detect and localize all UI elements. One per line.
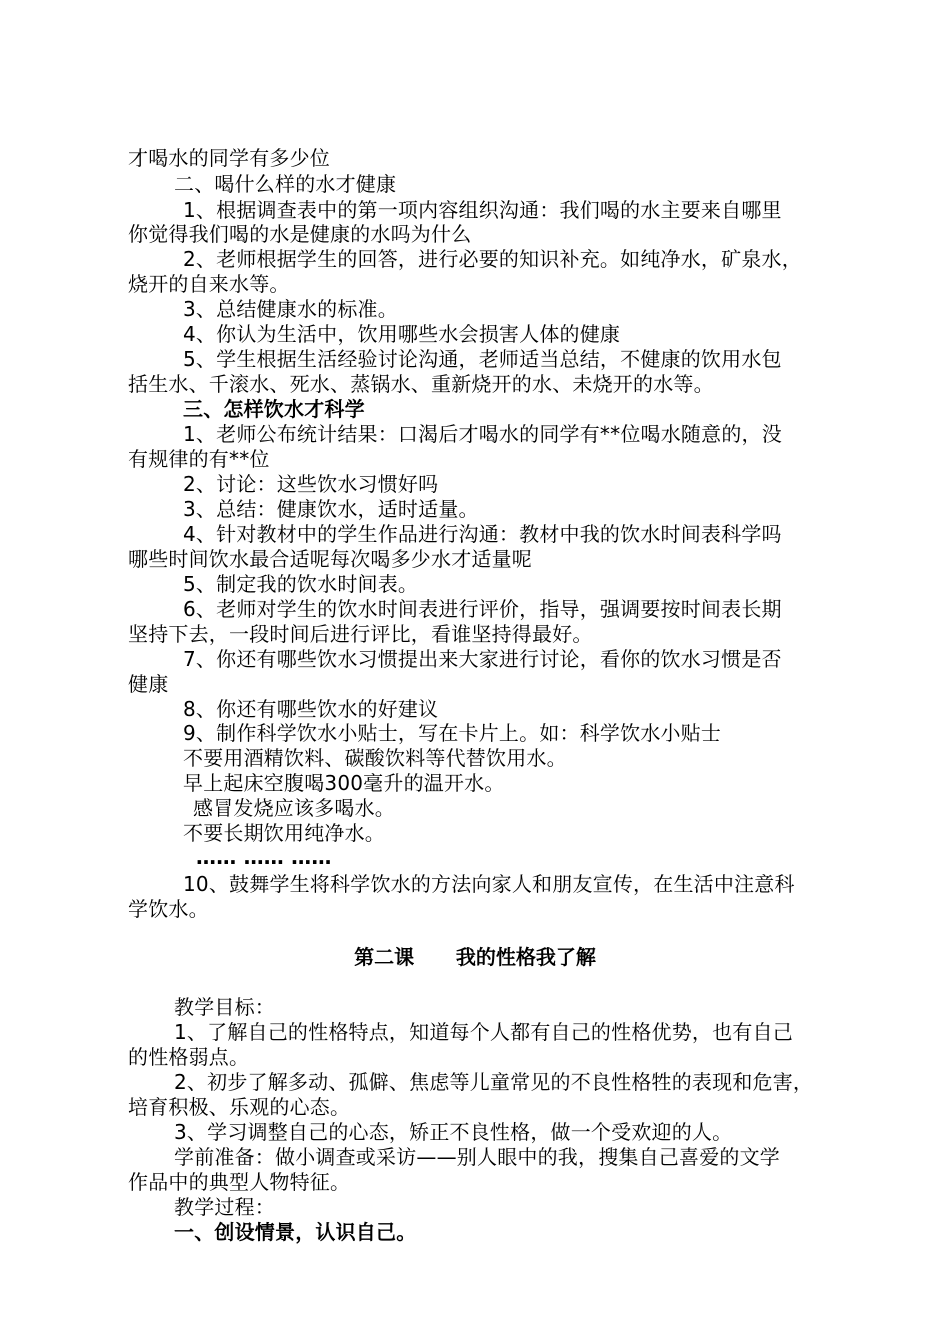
text-line: 你觉得我们喝的水是健康的水吗为什么	[128, 222, 472, 246]
text-line: 5、制定我的饮水时间表。	[183, 572, 419, 596]
text-line: 的性格弱点。	[128, 1045, 250, 1069]
text-line: 4、针对教材中的学生作品进行沟通：教材中我的饮水时间表科学吗	[183, 522, 782, 546]
text-line: 3、总结：健康饮水，适时适量。	[183, 497, 479, 521]
text-line: 哪些时间饮水最合适呢每次喝多少水才适量呢	[128, 547, 532, 571]
tip-line: 不要用酒精饮料、碳酸饮料等代替饮用水。	[183, 746, 567, 770]
text-line: 2、初步了解多动、孤僻、焦虑等儿童常见的不良性格牲的表现和危害，	[174, 1070, 814, 1094]
text-line: 1、根据调查表中的第一项内容组织沟通：我们喝的水主要来自哪里	[183, 198, 782, 222]
text-line: 教学目标：	[174, 995, 275, 1019]
text-line: 9、制作科学饮水小贴士，写在卡片上。如：科学饮水小贴士	[183, 721, 722, 745]
text-line: 5、学生根据生活经验讨论沟通，老师适当总结，不健康的饮用水包	[183, 347, 782, 371]
text-line: 3、总结健康水的标准。	[183, 297, 398, 321]
text-line: 教学过程：	[174, 1195, 275, 1219]
tip-line: 不要长期饮用纯净水。	[183, 821, 385, 845]
text-line: 1、老师公布统计结果：口渴后才喝水的同学有**位喝水随意的，没	[183, 422, 782, 446]
section-heading: 一、创设情景，认识自己。	[174, 1220, 417, 1244]
section-heading: 二、喝什么样的水才健康	[174, 172, 397, 196]
ellipsis-line: …… …… ……	[196, 845, 332, 869]
text-line: 有规律的有**位	[128, 447, 270, 471]
text-line: 括生水、千滚水、死水、蒸锅水、重新烧开的水、未烧开的水等。	[128, 372, 714, 396]
text-line: 学前准备：做小调查或采访——别人眼中的我，搜集自己喜爱的文学	[174, 1145, 780, 1169]
tip-line: 感冒发烧应该多喝水。	[193, 796, 395, 820]
text-line: 学饮水。	[128, 897, 209, 921]
text-line: 1、了解自己的性格特点，知道每个人都有自己的性格优势，也有自己	[174, 1020, 793, 1044]
text-line: 7、你还有哪些饮水习惯提出来大家进行讨论，看你的饮水习惯是否	[183, 647, 782, 671]
text-line: 2、老师根据学生的回答，进行必要的知识补充。如纯净水，矿泉水，	[183, 247, 802, 271]
text-line: 作品中的典型人物特征。	[128, 1170, 351, 1194]
lesson-title: 第二课 我的性格我了解	[354, 945, 596, 969]
text-line: 培育积极、乐观的心态。	[128, 1095, 351, 1119]
text-line: 10、鼓舞学生将科学饮水的方法向家人和朋友宣传，在生活中注意科	[183, 872, 795, 896]
text-line: 烧开的自来水等。	[128, 272, 290, 296]
text-line: 才喝水的同学有多少位	[128, 146, 330, 170]
text-line: 8、你还有哪些饮水的好建议	[183, 697, 439, 721]
text-line: 4、你认为生活中，饮用哪些水会损害人体的健康	[183, 322, 621, 346]
text-line: 3、学习调整自己的心态，矫正不良性格，做一个受欢迎的人。	[174, 1120, 733, 1144]
text-line: 坚持下去，一段时间后进行评比，看谁坚持得最好。	[128, 622, 593, 646]
section-heading: 三、怎样饮水才科学	[183, 397, 365, 421]
tip-line: 早上起床空腹喝300毫升的温开水。	[183, 771, 505, 795]
text-line: 6、老师对学生的饮水时间表进行评价，指导，强调要按时间表长期	[183, 597, 782, 621]
text-line: 2、讨论：这些饮水习惯好吗	[183, 472, 439, 496]
text-line: 健康	[128, 672, 169, 696]
